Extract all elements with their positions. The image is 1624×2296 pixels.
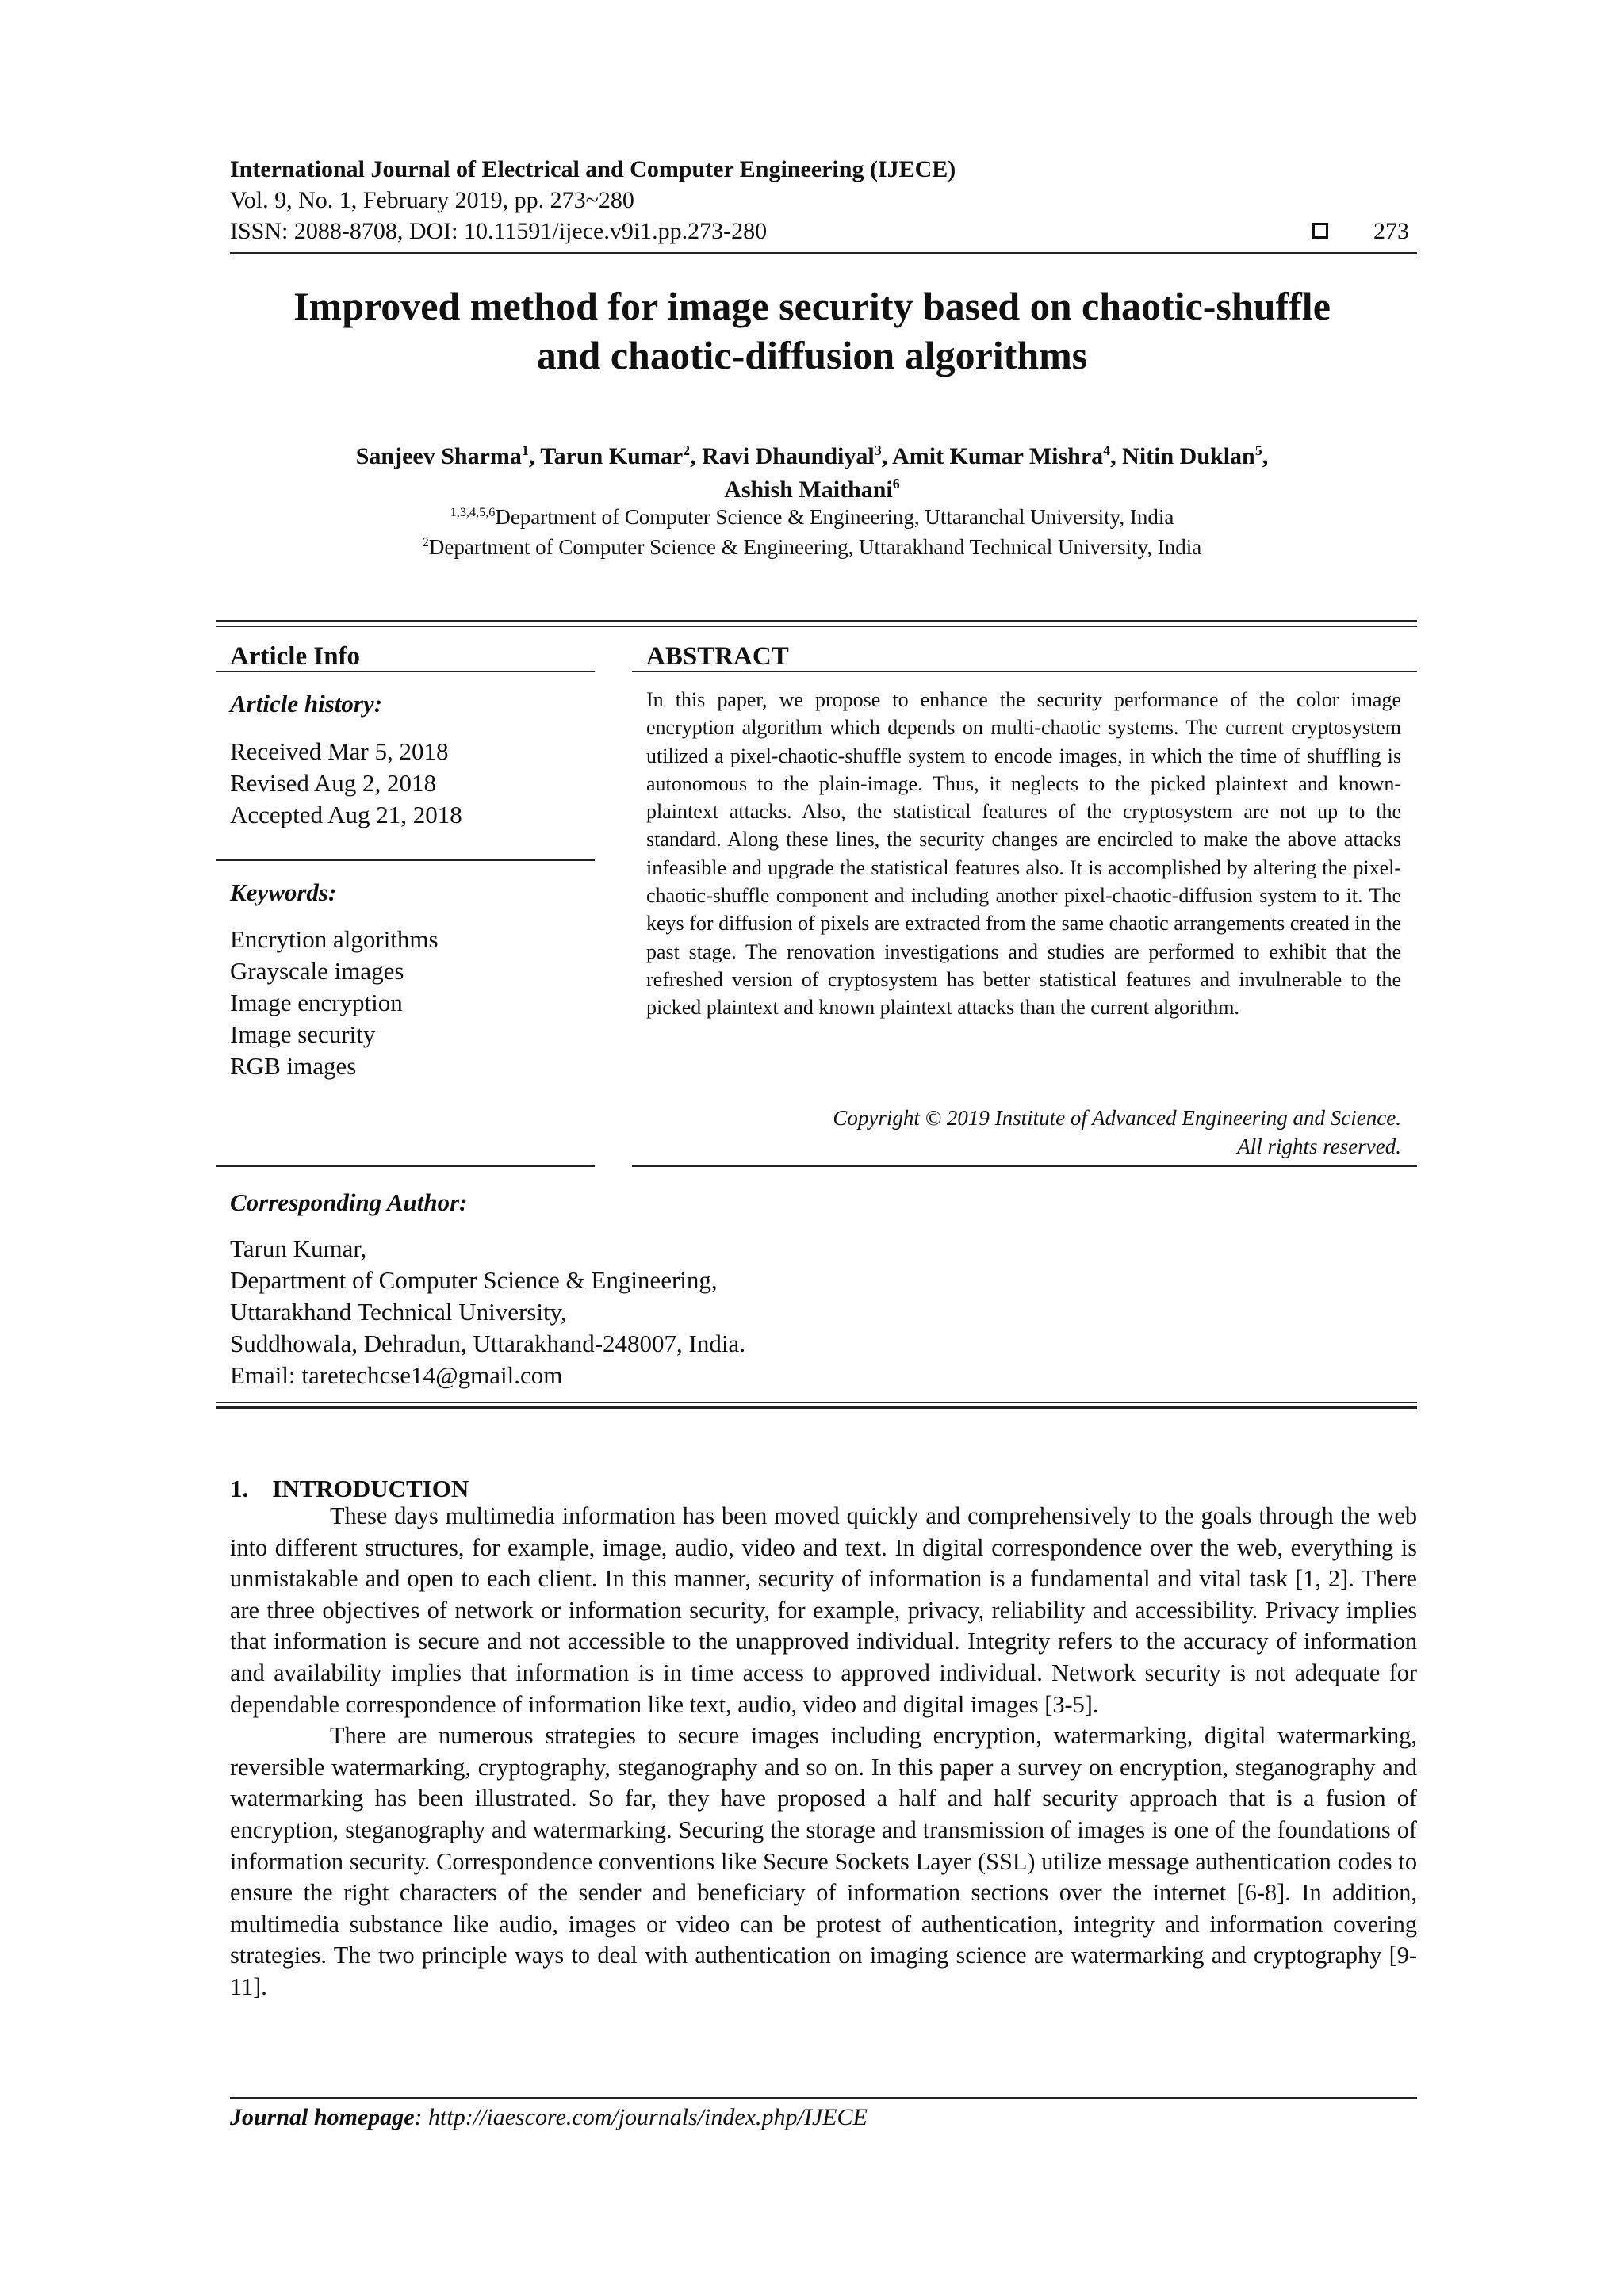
author-name: Ravi Dhaundiyal <box>702 443 875 469</box>
author-name: Sanjeev Sharma <box>355 443 522 469</box>
article-history-heading: Article history: <box>230 690 383 718</box>
keywords-heading: Keywords: <box>230 878 337 906</box>
corresponding-line: Tarun Kumar, <box>230 1234 367 1262</box>
abstract-heading: ABSTRACT <box>646 642 789 671</box>
author-sup: 3 <box>874 442 882 458</box>
corresponding-email: Email: taretechcse14@gmail.com <box>230 1361 563 1389</box>
footer-rule <box>230 2097 1417 2099</box>
article-history <box>230 736 462 831</box>
corresponding-line: Uttarakhand Technical University, <box>230 1298 567 1326</box>
keyword-list <box>230 924 439 1082</box>
paper-title <box>159 281 1465 380</box>
left-column-rule <box>216 1165 595 1167</box>
author-name: Amit Kumar Mishra <box>892 443 1104 469</box>
abstract-text: In this paper, we propose to enhance the security performance of the color image encryption algorithm which depends on multi-chaotic systems. The current cryptosystem utilized a pixel-chaotic-shuffle system to encode images, in which the time of shuffling is autonomous to the plain-image. Thus, it neglects to the picked plaintext and known-plaintext attacks. Also, the statistical features of the cryptosystem are not up to the standard. Along these lines, the security changes are encircled to make the above attacks infeasible and upgrade the statistical features also. It is accomplished by altering the pixel-chaotic-shuffle component and including another pixel-chaotic-diffusion system to it. The keys for diffusion of pixels are extracted from the same chaotic arrangements created in the past stage. The renovation investigations and studies are performed to exhibit that the refreshed version of cryptosystem has better statistical features and invulnerable to the picked plaintext and known plaintext attacks than the current algorithm. <box>646 688 1401 1020</box>
right-column-rule <box>632 1165 1417 1167</box>
header-rule <box>230 252 1417 254</box>
author-sup: 4 <box>1103 442 1111 458</box>
keyword: Grayscale images <box>230 957 404 985</box>
page-number: 273 <box>1373 218 1409 244</box>
article-info-heading: Article Info <box>230 642 361 671</box>
history-item: Received Mar 5, 2018 <box>230 737 449 765</box>
keyword: RGB images <box>230 1052 357 1080</box>
affiliations <box>159 502 1465 562</box>
keyword: Image security <box>230 1020 376 1048</box>
left-column-rule <box>216 671 595 672</box>
copyright-notice: Copyright © 2019 Institute of Advanced Engineering and Science. All rights reserved. <box>833 1106 1401 1158</box>
volume-info: Vol. 9, No. 1, February 2019, pp. 273~280 <box>230 187 634 213</box>
issn-doi: ISSN: 2088-8708, DOI: 10.11591/ijece.v9i1.pp.273-280 <box>230 218 768 244</box>
right-column-rule <box>632 671 1417 672</box>
paragraph: These days multimedia information has been moved quickly and comprehensively to the goals through the web into different structures, for example, image, audio, video and text. In digital correspondence over the web, everything is unmistakable and open to each client. In this manner, security of information is a fundamental and vital task [1, 2]. There are three objectives of network or information security, for example, privacy, reliability and accessibility. Privacy implies that information is secure and not accessible to the unapproved individual. Integrity refers to the accuracy of information and availability implies that information is in time access to approved individual. Network security is not adequate for dependable correspondence of information like text, audio, video and digital images [3-5]. <box>230 1502 1417 1718</box>
journal-homepage-link[interactable]: http://iaescore.com/journals/index.php/IJECE <box>428 2104 868 2130</box>
history-item: Revised Aug 2, 2018 <box>230 769 437 797</box>
info-box-rule <box>216 1402 1417 1403</box>
author-list: Sanjeev Sharma$^1$, Tarun Kumar$^2$, Ravi Dhaundiyal$^3$, Amit Kumar Mishra$^4$, Nitin Duklan$^5$, Ashish Maithani$^6$ <box>355 442 1269 503</box>
left-column-rule <box>216 859 595 861</box>
affiliation: $^{1,3,4,5,6}$Department of Computer Science & Engineering, Uttaranchal University, India <box>450 505 1174 529</box>
keyword: Encrytion algorithms <box>230 925 439 953</box>
info-box-rule <box>216 1406 1417 1409</box>
keyword: Image encryption <box>230 989 403 1016</box>
paragraph: There are numerous strategies to secure images including encryption, watermarking, digital watermarking, reversible watermarking, cryptography, steganography and so on. In this paper a survey on encryption, steganography and watermarking has been illustrated. So far, they have proposed a half and half security approach that is a fusion of encryption, steganography and watermarking. Securing the storage and transmission of images is one of the foundations of information security. Correspondence conventions like Secure Sockets Layer (SSL) utilize message authentication codes to ensure the right characters of the sender and beneficiary of information sections over the internet [6-8]. In addition, multimedia substance like audio, images or video can be protest of authentication, integrity and information covering strategies. The two principle ways to deal with authentication on imaging science are watermarking and cryptography [9-11]. <box>230 1722 1417 2000</box>
author-name: Tarun Kumar <box>540 443 684 469</box>
introduction-heading: 1. INTRODUCTION <box>230 1475 469 1502</box>
author-name: Ashish Maithani <box>724 476 893 503</box>
footer-label: Journal homepage <box>230 2104 415 2130</box>
author-name: Nitin Duklan <box>1122 443 1255 469</box>
title-line: and chaotic-diffusion algorithms <box>536 333 1088 377</box>
author-sup: 5 <box>1254 442 1262 458</box>
corresponding-line: Department of Computer Science & Engineering, <box>230 1266 718 1294</box>
info-box-rule <box>216 620 1417 622</box>
square-bullet-icon <box>1312 223 1328 239</box>
info-box-rule <box>216 626 1417 627</box>
title-line: Improved method for image security based on chaotic-shuffle <box>293 284 1331 328</box>
history-item: Accepted Aug 21, 2018 <box>230 801 462 828</box>
introduction-body <box>230 1501 1417 2003</box>
journal-name: International Journal of Electrical and Computer Engineering (IJECE) <box>230 156 956 182</box>
author-sup: 6 <box>892 476 900 492</box>
corresponding-heading: Corresponding Author: <box>230 1188 468 1216</box>
corresponding-details <box>230 1233 745 1391</box>
affiliation: $^2$Department of Computer Science & Engineering, Uttarakhand Technical University, India <box>422 535 1202 559</box>
author-sup: 2 <box>683 442 691 458</box>
corresponding-line: Suddhowala, Dehradun, Uttarakhand-248007, India. <box>230 1330 745 1357</box>
author-sup: 1 <box>521 442 529 458</box>
footer: Journal homepage: http://iaescore.com/journals/index.php/IJECE <box>230 2104 868 2130</box>
